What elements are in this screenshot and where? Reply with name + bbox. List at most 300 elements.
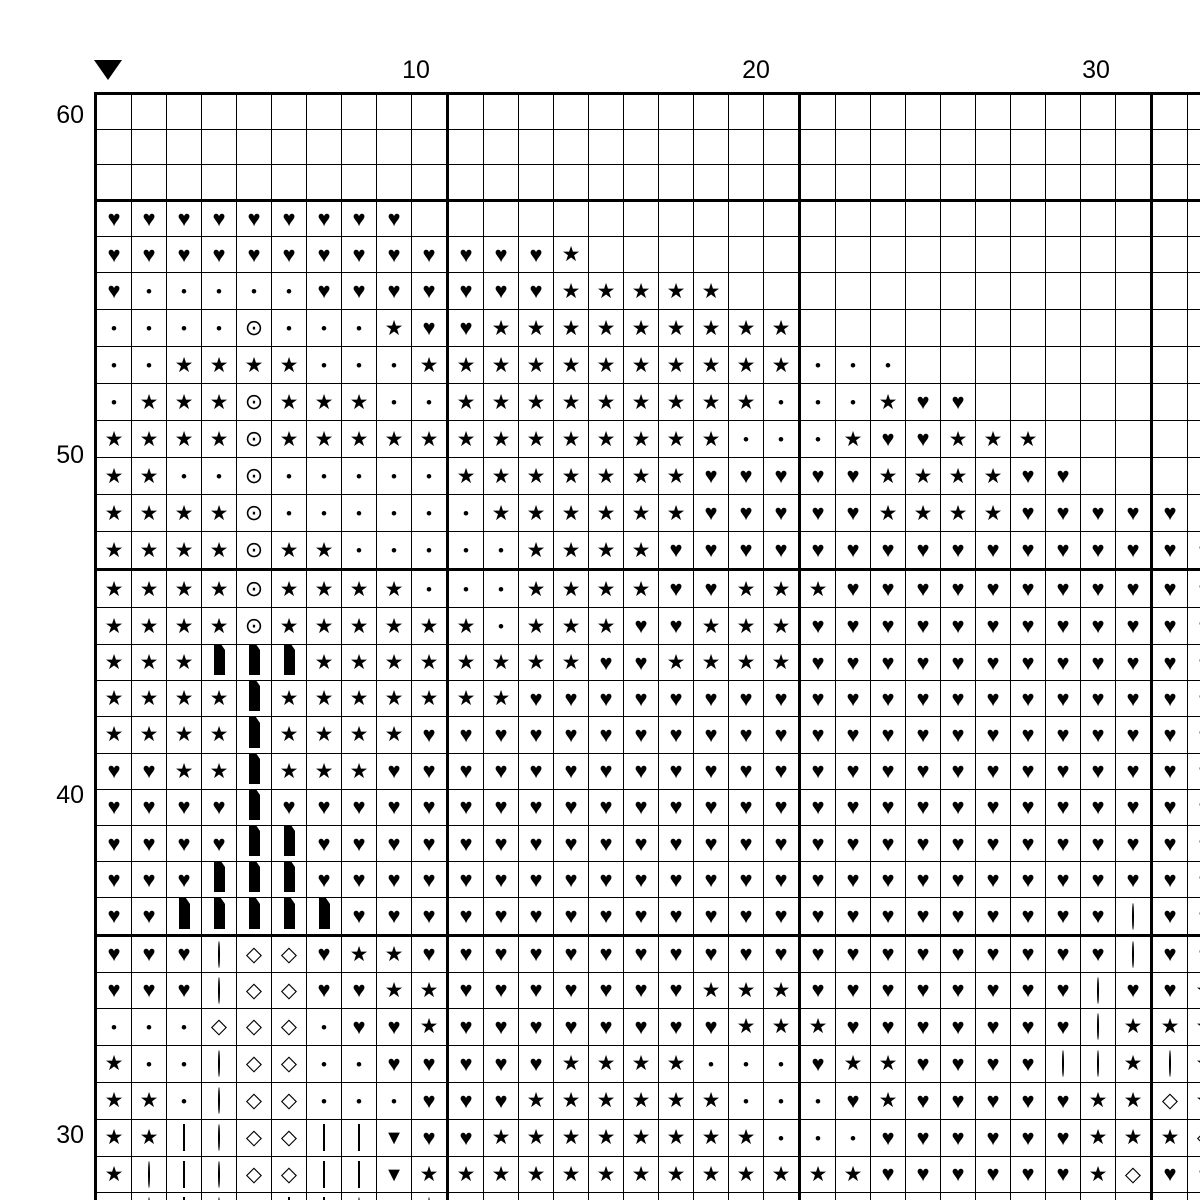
star-icon xyxy=(702,609,721,644)
heart-icon xyxy=(669,718,682,752)
heart-icon xyxy=(599,790,612,824)
cell-heart xyxy=(764,862,800,898)
cell-heart xyxy=(589,645,624,681)
cell-star xyxy=(307,681,342,717)
heart-icon xyxy=(422,1047,435,1081)
heart-icon xyxy=(1056,572,1069,606)
cell-heart xyxy=(729,898,764,935)
heart-icon xyxy=(459,1010,472,1044)
heart-icon xyxy=(739,863,752,897)
cell-star xyxy=(554,608,589,645)
cell-empty xyxy=(1188,273,1200,310)
heart-icon xyxy=(846,572,859,606)
heart-icon xyxy=(1091,572,1104,606)
cell-star xyxy=(412,608,448,645)
cell-diamond xyxy=(202,1008,237,1045)
heart-icon xyxy=(846,863,859,897)
cell-star xyxy=(412,681,448,717)
heart-icon xyxy=(739,533,752,567)
dot-icon xyxy=(216,458,222,494)
cell-star xyxy=(659,1119,694,1156)
star-icon xyxy=(667,311,686,346)
cell-star xyxy=(519,608,554,645)
cell-heart xyxy=(941,1193,976,1200)
cell-empty xyxy=(237,94,272,130)
cell-diamond xyxy=(272,1119,307,1156)
cell-star xyxy=(589,608,624,645)
cell-empty xyxy=(307,94,342,130)
heart-icon xyxy=(494,790,507,824)
cell-star xyxy=(448,645,484,681)
star-icon xyxy=(984,459,1003,494)
cell-diamond xyxy=(1152,1193,1188,1200)
cell-heart xyxy=(871,681,906,717)
heart-icon xyxy=(916,790,929,824)
star-icon xyxy=(420,973,439,1008)
cell-heart xyxy=(519,789,554,825)
heart-icon xyxy=(1163,863,1176,897)
cell-star xyxy=(484,310,519,347)
cell-star xyxy=(589,421,624,458)
cell-empty xyxy=(342,94,377,130)
star-icon xyxy=(597,1083,616,1118)
cell-heart xyxy=(1046,935,1081,972)
cell-heart xyxy=(167,972,202,1008)
dot-icon xyxy=(146,347,152,383)
dot-icon xyxy=(111,347,117,383)
cell-heart xyxy=(1188,862,1200,898)
cell-empty xyxy=(589,201,624,237)
cell-star xyxy=(659,421,694,458)
cell-heart xyxy=(800,495,836,532)
heart-icon xyxy=(1056,827,1069,861)
star-icon xyxy=(844,1193,863,1200)
cell-halfcircle xyxy=(202,1119,237,1156)
cell-star xyxy=(764,570,800,608)
cell-star xyxy=(1116,1045,1152,1082)
star-icon xyxy=(702,1157,721,1192)
dot-icon xyxy=(356,1046,362,1082)
star-icon xyxy=(879,385,898,420)
tri-icon xyxy=(249,862,260,893)
heart-icon xyxy=(352,827,365,861)
heart-icon xyxy=(107,863,120,897)
cell-star xyxy=(342,753,377,789)
heart-icon xyxy=(669,863,682,897)
heart-icon xyxy=(1021,1084,1034,1118)
cell-heart xyxy=(1046,608,1081,645)
cell-dot xyxy=(836,384,871,421)
cell-heart xyxy=(941,645,976,681)
cell-empty xyxy=(729,201,764,237)
cell-empty xyxy=(589,94,624,130)
cell-dot xyxy=(167,1008,202,1045)
cell-dot xyxy=(412,458,448,495)
cell-dot xyxy=(800,1082,836,1119)
cell-dot xyxy=(342,310,377,347)
cell-dotcircle xyxy=(237,570,272,608)
cell-heart xyxy=(342,972,377,1008)
cell-heart xyxy=(906,532,941,570)
star-icon xyxy=(527,1193,546,1200)
cell-heart xyxy=(448,310,484,347)
heart-icon xyxy=(387,899,400,933)
heart-icon xyxy=(951,718,964,752)
cell-star xyxy=(377,972,412,1008)
star-icon xyxy=(457,645,476,680)
cell-empty xyxy=(1081,384,1116,421)
cell-heart xyxy=(836,495,871,532)
cell-empty xyxy=(729,130,764,165)
cell-heart xyxy=(694,935,729,972)
halfcircle-icon xyxy=(218,977,220,1004)
cell-empty xyxy=(519,201,554,237)
cell-heart xyxy=(906,1193,941,1200)
star-icon xyxy=(1124,1120,1143,1155)
cell-tri xyxy=(307,898,342,935)
dot-icon xyxy=(778,1120,784,1156)
star-icon xyxy=(597,422,616,457)
halfcircle_r-icon xyxy=(1097,977,1099,1004)
cell-empty xyxy=(1046,237,1081,273)
cell-empty xyxy=(941,347,976,384)
cell-empty xyxy=(624,237,659,273)
dot-icon xyxy=(850,1120,856,1156)
cell-star xyxy=(1188,1082,1200,1119)
cell-star xyxy=(764,310,800,347)
heart-icon xyxy=(669,899,682,933)
heart-icon xyxy=(1056,646,1069,680)
cell-heart xyxy=(519,1008,554,1045)
cell-heart xyxy=(659,681,694,717)
cell-star xyxy=(484,458,519,495)
cell-heart xyxy=(1116,825,1152,861)
dot-icon xyxy=(815,1083,821,1119)
dot-icon xyxy=(321,1083,327,1119)
star-icon xyxy=(210,533,229,568)
tri-icon xyxy=(214,862,225,893)
cell-empty xyxy=(1188,94,1200,130)
cell-star xyxy=(624,1193,659,1200)
heart-icon xyxy=(352,973,365,1007)
heart-icon xyxy=(387,790,400,824)
cell-halfcircle xyxy=(202,1082,237,1119)
cell-dotcircle xyxy=(237,310,272,347)
cell-star xyxy=(554,532,589,570)
star-icon xyxy=(1196,1046,1200,1081)
cell-heart xyxy=(342,273,377,310)
heart-icon xyxy=(704,754,717,788)
cell-dot xyxy=(167,1045,202,1082)
cell-star xyxy=(307,645,342,681)
cell-heart xyxy=(800,608,836,645)
heart-icon xyxy=(1056,899,1069,933)
dot-icon xyxy=(391,532,397,568)
cell-star xyxy=(202,532,237,570)
cell-empty xyxy=(906,273,941,310)
cell-empty xyxy=(1152,237,1188,273)
cell-empty xyxy=(906,347,941,384)
cell-empty xyxy=(976,130,1011,165)
cell-star xyxy=(167,421,202,458)
cell-empty xyxy=(906,310,941,347)
cell-heart xyxy=(764,458,800,495)
cell-star xyxy=(624,310,659,347)
cell-empty xyxy=(624,130,659,165)
heart-icon xyxy=(1091,496,1104,530)
star-icon xyxy=(737,645,756,680)
heart-icon xyxy=(459,311,472,345)
heart-icon xyxy=(916,646,929,680)
cell-dot xyxy=(307,1045,342,1082)
cell-heart xyxy=(554,1008,589,1045)
cell-empty xyxy=(1152,421,1188,458)
cell-empty xyxy=(167,165,202,201)
star-icon xyxy=(1089,1120,1108,1155)
heart-icon xyxy=(1163,646,1176,680)
heart-icon xyxy=(811,609,824,643)
cell-diamond xyxy=(237,1045,272,1082)
cell-heart xyxy=(96,237,132,273)
cell-heart xyxy=(1011,1008,1046,1045)
cell-heart xyxy=(1081,495,1116,532)
cell-dot xyxy=(836,1119,871,1156)
star-icon xyxy=(527,645,546,680)
cell-heart xyxy=(941,1008,976,1045)
cell-heart xyxy=(1011,681,1046,717)
star-icon xyxy=(350,609,369,644)
cell-heart xyxy=(659,570,694,608)
dot-icon xyxy=(885,347,891,383)
cell-heart xyxy=(272,201,307,237)
heart-icon xyxy=(387,827,400,861)
dot-icon xyxy=(286,310,292,346)
cell-heart xyxy=(906,384,941,421)
cell-heart xyxy=(800,532,836,570)
cell-heart xyxy=(448,273,484,310)
cell-tri xyxy=(237,862,272,898)
cell-empty xyxy=(448,201,484,237)
dot-icon xyxy=(778,1046,784,1082)
cell-dot xyxy=(272,495,307,532)
star-icon xyxy=(809,1009,828,1044)
cell-star xyxy=(589,458,624,495)
cell-star xyxy=(448,1156,484,1192)
cell-star xyxy=(167,570,202,608)
cell-heart xyxy=(307,862,342,898)
cell-empty xyxy=(1116,130,1152,165)
cell-star xyxy=(554,310,589,347)
halfsquare-icon xyxy=(183,1124,185,1151)
heart-icon xyxy=(459,1047,472,1081)
star-icon xyxy=(492,385,511,420)
heart-icon xyxy=(916,1047,929,1081)
star-icon xyxy=(562,422,581,457)
halfcircle_r-icon xyxy=(1097,1013,1099,1040)
star-icon xyxy=(667,1120,686,1155)
cell-star xyxy=(589,1082,624,1119)
pattern-grid-row xyxy=(96,898,1200,935)
cell-diamond xyxy=(237,935,272,972)
pattern-grid-row xyxy=(96,681,1200,717)
cell-empty xyxy=(448,165,484,201)
heart-icon xyxy=(317,790,330,824)
cell-heart xyxy=(1188,935,1200,972)
cell-heart xyxy=(377,1045,412,1082)
star-icon xyxy=(175,609,194,644)
cell-star xyxy=(554,645,589,681)
star-icon xyxy=(984,496,1003,531)
cell-empty xyxy=(871,237,906,273)
cell-star xyxy=(272,608,307,645)
heart-icon xyxy=(951,1121,964,1155)
cell-heart xyxy=(729,862,764,898)
cell-star xyxy=(342,570,377,608)
cell-heart xyxy=(484,1045,519,1082)
heart-icon xyxy=(1056,973,1069,1007)
cell-empty xyxy=(941,130,976,165)
cell-star xyxy=(307,384,342,421)
heart-icon xyxy=(529,754,542,788)
heart-icon xyxy=(881,609,894,643)
cell-heart xyxy=(96,898,132,935)
cell-dot xyxy=(342,347,377,384)
cell-heart xyxy=(941,898,976,935)
cell-heart xyxy=(624,825,659,861)
star-icon xyxy=(632,274,651,309)
cell-heart xyxy=(976,645,1011,681)
heart-icon xyxy=(846,496,859,530)
cell-star xyxy=(589,384,624,421)
pattern-grid-row xyxy=(96,495,1200,532)
cell-heart xyxy=(1011,495,1046,532)
cell-heart xyxy=(96,273,132,310)
cell-star xyxy=(1116,1119,1152,1156)
heart-icon xyxy=(774,718,787,752)
cell-star xyxy=(764,1193,800,1200)
cell-tri xyxy=(202,898,237,935)
cell-heart xyxy=(871,717,906,753)
cell-dtri xyxy=(377,1193,412,1200)
cell-empty xyxy=(976,94,1011,130)
cell-heart xyxy=(906,753,941,789)
cell-heart xyxy=(448,753,484,789)
heart-icon xyxy=(916,533,929,567)
star-icon xyxy=(562,459,581,494)
heart-icon xyxy=(529,937,542,971)
cell-star xyxy=(764,972,800,1008)
cell-star xyxy=(554,1193,589,1200)
cell-heart xyxy=(976,1082,1011,1119)
cell-heart xyxy=(941,825,976,861)
heart-icon xyxy=(1163,496,1176,530)
heart-icon xyxy=(459,1121,472,1155)
star-icon xyxy=(737,385,756,420)
cell-heart xyxy=(448,1119,484,1156)
dot-icon xyxy=(743,1083,749,1119)
cell-heart xyxy=(96,753,132,789)
heart-icon xyxy=(916,973,929,1007)
cell-heart xyxy=(1116,645,1152,681)
cell-star xyxy=(519,347,554,384)
cell-empty xyxy=(836,130,871,165)
cell-star xyxy=(484,347,519,384)
heart-icon xyxy=(1091,827,1104,861)
dot-icon xyxy=(815,347,821,383)
cell-heart xyxy=(484,1008,519,1045)
star-icon xyxy=(667,1193,686,1200)
cell-empty xyxy=(1011,273,1046,310)
heart-icon xyxy=(986,863,999,897)
cell-empty xyxy=(800,310,836,347)
heart-icon xyxy=(564,682,577,716)
cell-heart xyxy=(1011,458,1046,495)
cell-heart xyxy=(589,935,624,972)
cell-star xyxy=(484,1156,519,1192)
cell-heart xyxy=(377,898,412,935)
heart-icon xyxy=(986,609,999,643)
cell-heart xyxy=(941,570,976,608)
cell-heart xyxy=(624,789,659,825)
cell-empty xyxy=(906,201,941,237)
star-icon xyxy=(315,385,334,420)
star-icon xyxy=(562,1157,581,1192)
star-icon xyxy=(1019,422,1038,457)
dot-icon xyxy=(498,571,504,607)
star-icon xyxy=(632,1157,651,1192)
heart-icon xyxy=(881,533,894,567)
heart-icon xyxy=(1091,646,1104,680)
cell-heart xyxy=(519,935,554,972)
diamond-icon xyxy=(246,1046,262,1081)
cell-heart xyxy=(132,825,167,861)
heart-icon xyxy=(1163,937,1176,971)
heart-icon xyxy=(1126,646,1139,680)
star-icon xyxy=(527,1157,546,1192)
cell-heart xyxy=(1152,972,1188,1008)
cell-heart xyxy=(941,1045,976,1082)
cell-empty xyxy=(307,165,342,201)
heart-icon xyxy=(247,238,260,272)
cell-dot xyxy=(412,570,448,608)
heart-icon xyxy=(986,937,999,971)
cell-star xyxy=(272,753,307,789)
cell-star xyxy=(800,1193,836,1200)
cell-heart xyxy=(484,935,519,972)
cell-heart xyxy=(1046,458,1081,495)
cell-empty xyxy=(1081,310,1116,347)
cell-empty xyxy=(412,165,448,201)
cell-empty xyxy=(941,94,976,130)
star-icon xyxy=(737,572,756,607)
pattern-grid-row xyxy=(96,1082,1200,1119)
cell-star xyxy=(96,645,132,681)
heart-icon xyxy=(951,1010,964,1044)
heart-icon xyxy=(916,863,929,897)
cell-heart xyxy=(836,1082,871,1119)
star-icon xyxy=(105,496,124,531)
heart-icon xyxy=(142,202,155,236)
heart-icon xyxy=(599,937,612,971)
star-icon xyxy=(702,1120,721,1155)
cell-heart xyxy=(377,825,412,861)
cell-star xyxy=(519,1119,554,1156)
heart-icon xyxy=(986,572,999,606)
cell-halfcircle xyxy=(202,1045,237,1082)
cell-heart xyxy=(342,1008,377,1045)
cell-star xyxy=(764,1156,800,1192)
cell-heart xyxy=(1081,608,1116,645)
